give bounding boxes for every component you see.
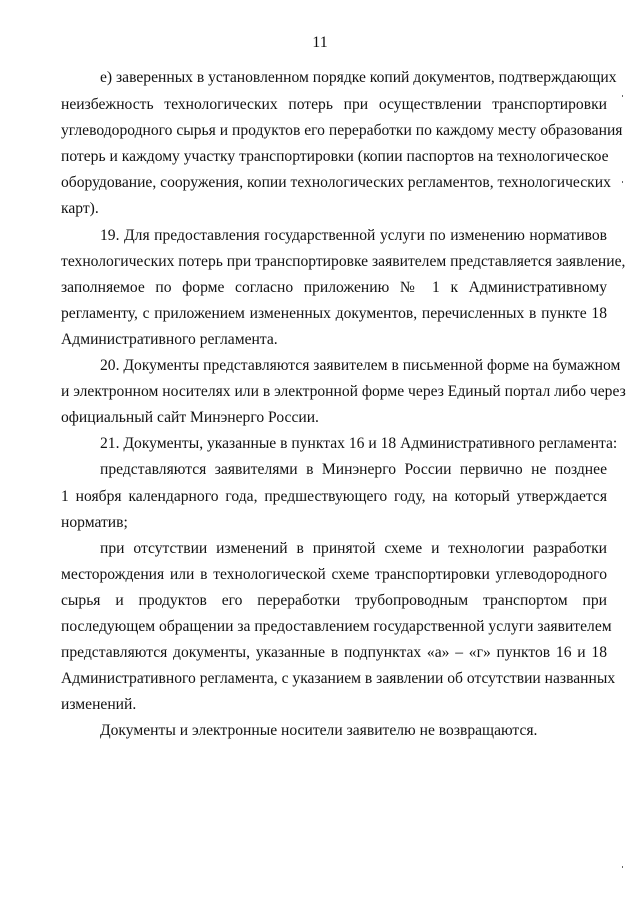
text-line: при отсутствии изменений в принятой схеме и технологии разработки [100,540,607,557]
text-line: Административного регламента, с указанием в заявлении об отсутствии названных [61,670,616,687]
scan-mark [622,866,623,868]
text-line: Документы и электронные носители заявителю не возвращаются. [100,722,538,739]
scan-mark [622,181,623,183]
text-line: норматив; [61,514,128,531]
text-line: последующем обращении за предоставлением государственной услуги заявителем [61,618,612,635]
text-line: заполняемое по форме согласно приложению № 1 к Административному [61,279,607,296]
text-line: 20. Документы представляются заявителем в письменной форме на бумажном [100,357,621,374]
text-line: регламенту, с приложением измененных документов, перечисленных в пункте 18 [61,305,607,322]
text-line: 21. Документы, указанные в пунктах 16 и 18 Административного регламента: [100,435,618,452]
text-line: сырья и продуктов его переработки трубопроводным транспортом при [61,592,607,609]
text-line: 1 ноября календарного года, предшествующего году, на который утверждается [61,488,607,505]
text-line: неизбежность технологических потерь при осуществлении транспортировки [61,96,607,113]
text-line: изменений. [61,696,137,713]
text-line: Административного регламента. [61,331,278,348]
text-line: оборудование, сооружения, копии технологических регламентов, технологических [61,174,611,191]
scan-mark [622,95,623,97]
text-line: карт). [61,200,99,217]
text-line: месторождения или в технологической схеме транспортировки углеводородного [61,566,607,583]
page-number: 11 [312,34,328,51]
text-line: и электронном носителях или в электронной форме через Единый портал либо через [61,383,626,400]
text-line: углеводородного сырья и продуктов его переработки по каждому месту образования [61,122,623,139]
text-line: представляются документы, указанные в подпунктах «а» – «г» пунктов 16 и 18 [61,644,607,661]
text-line: потерь и каждому участку транспортировки (копии паспортов на технологическое [61,148,609,165]
text-line: е) заверенных в установленном порядке копий документов, подтверждающих [100,69,617,86]
text-line: представляются заявителями в Минэнерго России первично не позднее [100,461,607,478]
text-line: 19. Для предоставления государственной услуги по изменению нормативов [100,227,607,244]
text-line: технологических потерь при транспортировке заявителем представляется заявление, [61,253,626,270]
text-line: официальный сайт Минэнерго России. [61,409,319,426]
